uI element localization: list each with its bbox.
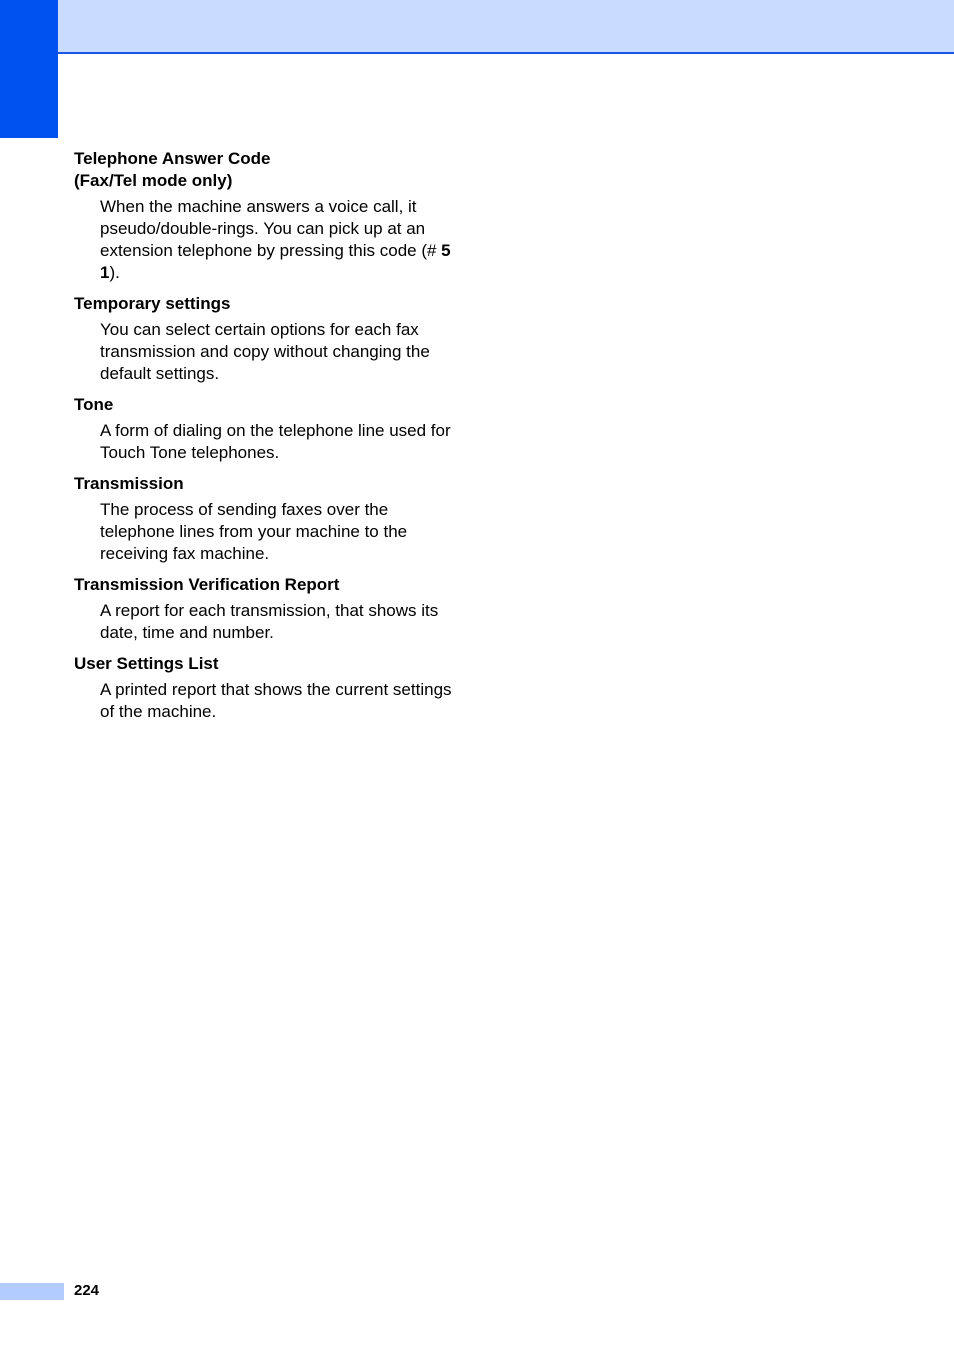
glossary-entry xyxy=(74,148,454,284)
header-band xyxy=(58,0,954,54)
chapter-tab xyxy=(0,0,58,138)
definition-code: 5 1 xyxy=(100,241,451,282)
glossary-definition: A report for each transmission, that shows its date, time and number. xyxy=(100,601,439,642)
glossary-term: Tone xyxy=(74,395,114,414)
glossary-term: Temporary settings xyxy=(74,294,231,313)
glossary-definition: The process of sending faxes over the telephone lines from your machine to the receiving fax machine. xyxy=(100,500,408,563)
glossary-definition: A printed report that shows the current settings of the machine. xyxy=(100,680,452,721)
glossary-term-line2: (Fax/Tel mode only) xyxy=(74,171,233,190)
glossary-definition: You can select certain options for each fax transmission and copy without changing the default settings. xyxy=(100,320,430,383)
glossary-entry xyxy=(74,473,454,565)
glossary-term: Transmission Verification Report xyxy=(74,575,340,594)
glossary-entry xyxy=(74,574,454,644)
glossary-term: Transmission xyxy=(74,474,184,493)
definition-text: When the machine answers a voice call, it pseudo/double-rings. You can pick up at an extension telephone by pressing this code (# xyxy=(100,197,442,260)
page-number: 224 xyxy=(74,1282,100,1299)
footer-bar xyxy=(0,1283,64,1300)
glossary-term xyxy=(74,148,454,192)
glossary-term: User Settings List xyxy=(74,654,219,673)
glossary-definition: A form of dialing on the telephone line used for Touch Tone telephones. xyxy=(100,421,451,462)
glossary-term-line1: Telephone Answer Code xyxy=(74,149,271,168)
glossary-definition xyxy=(100,196,454,284)
glossary-entry xyxy=(74,293,454,385)
glossary-entry xyxy=(74,653,454,723)
glossary-entry xyxy=(74,394,454,464)
definition-text-end: ). xyxy=(109,263,120,282)
glossary-list xyxy=(74,148,454,732)
